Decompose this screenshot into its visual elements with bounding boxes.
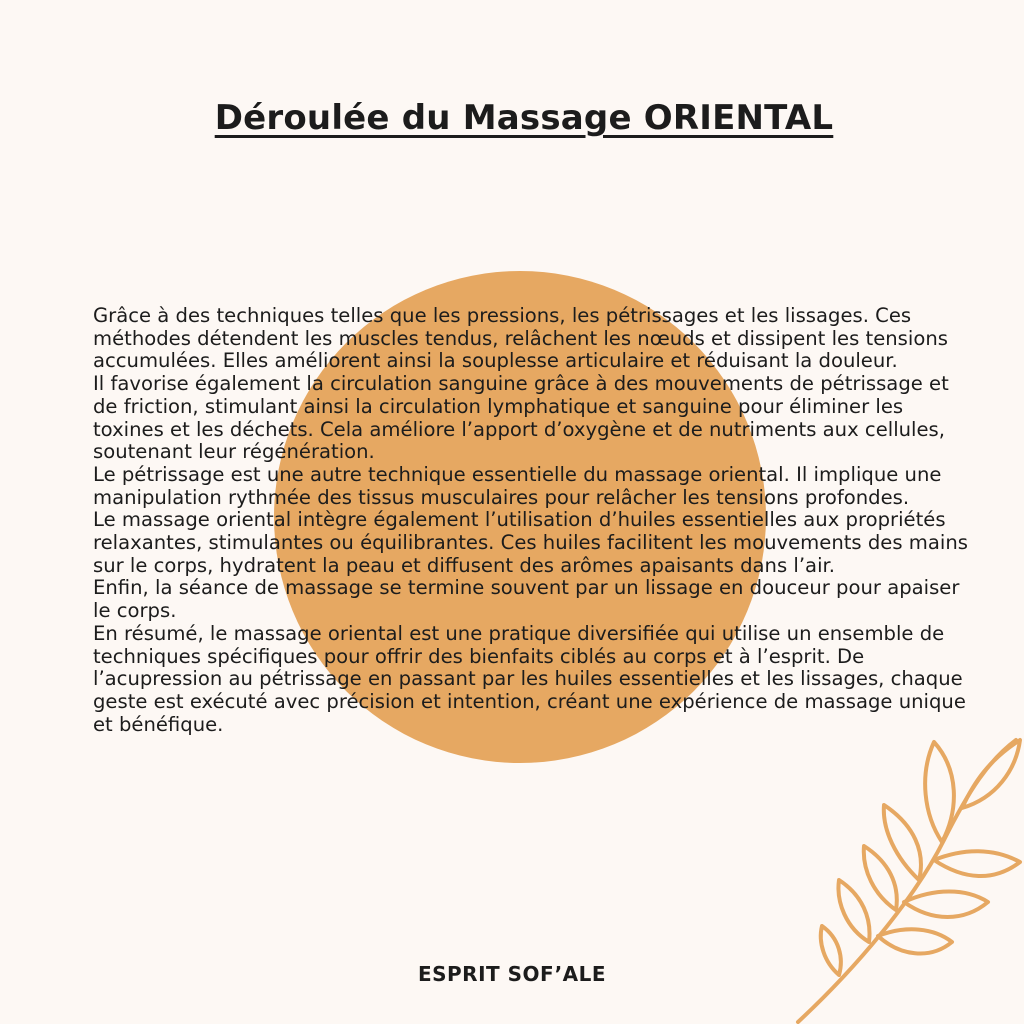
- paragraph-circulation: Il favorise également la circulation sanguine grâce à des mouvements de pétrissage et de friction, stimulant ainsi la circulation lymphatique et sanguine pour éliminer les toxines et les déchets. Cela améliore l’apport d’oxygène et de nutriments aux cellules, soutenant leur régénération.: [93, 372, 949, 464]
- paragraph-petrissage: Le pétrissage est une autre technique essentielle du massage oriental. Il implique une manipulation rythmée des tissus musculaires pour relâcher les tensions profondes.: [93, 462, 942, 509]
- paragraph-enfin: Enfin, la séance de massage se termine souvent par un lissage en douceur pour apaiser le corps.: [93, 576, 960, 623]
- paragraph-resume: En résumé, le massage oriental est une pratique diversifiée qui utilise un ensemble de techniques spécifiques pour offrir des bienfaits ciblés au corps et à l’esprit. De l’acupression au pétrissage en passant par les huiles essentielles et les lissages, chaque geste est exécuté avec précision et intention, créant une expérience de massage unique et bénéfique.: [93, 621, 966, 736]
- paragraph-techniques: Grâce à des techniques telles que les pressions, les pétrissages et les lissages. Ces méthodes détendent les muscles tendus, relâchent les nœuds et dissipent les tensions accumulées. Elles améliorent ainsi la souplesse articulaire et réduisant la douleur.: [93, 304, 948, 373]
- article-body: [93, 305, 973, 736]
- page-title: Déroulée du Massage ORIENTAL: [214, 98, 834, 138]
- brand-name: ESPRIT SOF’ALE: [417, 962, 607, 986]
- paragraph-huiles: Le massage oriental intègre également l’utilisation d’huiles essentielles aux propriétés relaxantes, stimulantes ou équilibrantes. Ces huiles facilitent les mouvements des mains sur le corps, hydratent la peau et diffusent des arômes apaisants dans l’air.: [93, 508, 968, 577]
